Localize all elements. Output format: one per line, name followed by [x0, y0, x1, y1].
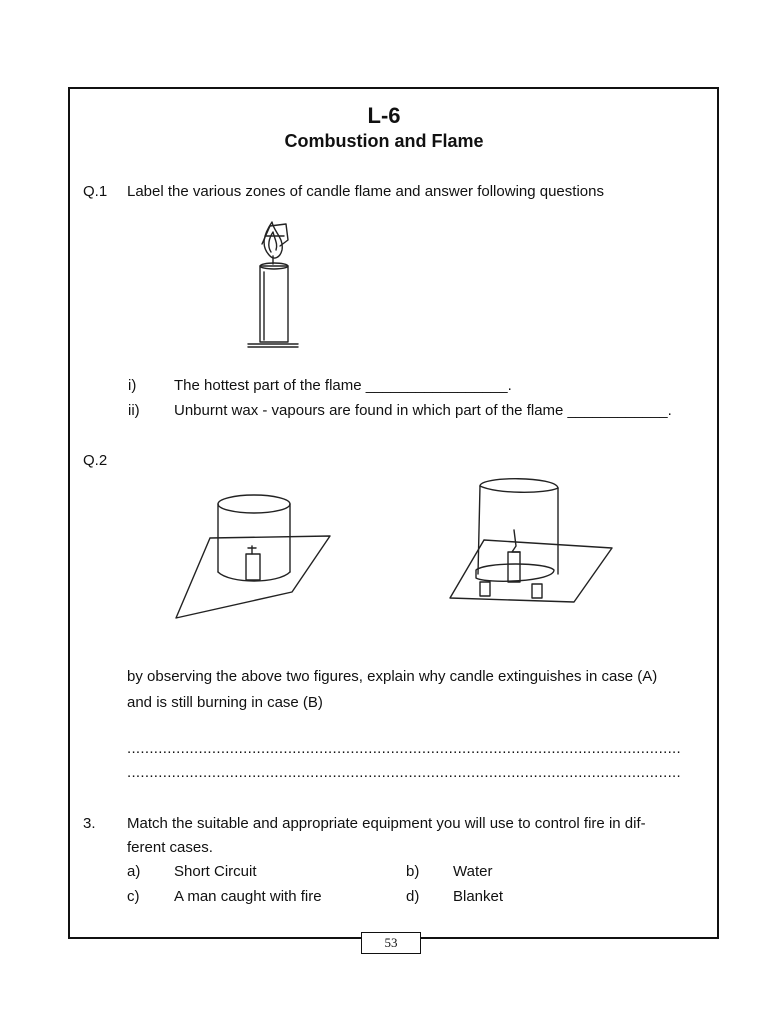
q3-option-a-text: Short Circuit	[174, 863, 257, 880]
q3-text-line1: Match the suitable and appropriate equipment you will use to control fire in dif-	[127, 815, 646, 832]
q3-option-d-text: Blanket	[453, 888, 504, 905]
q2-number: Q.2	[83, 452, 108, 469]
figure-b-raised-candle	[446, 474, 616, 610]
q1-sub-ii-text: Unburnt wax - vapours are found in which part of the flame ____________.	[174, 402, 672, 419]
q3-option-d-label: d)	[406, 888, 420, 905]
q3-option-c-label: c)	[127, 888, 140, 905]
q3-option-b-label: b)	[406, 863, 420, 880]
q2-text-line1: by observing the above two figures, explain why candle extinguishes in case (A)	[127, 668, 658, 685]
q1-sub-i-text: The hottest part of the flame _________________.	[174, 377, 512, 394]
figure-a-covered-candle	[170, 488, 340, 624]
q3-number: 3.	[83, 815, 96, 832]
q2-answer-line-1[interactable]: ............................................................................................................................	[127, 740, 681, 757]
q2-answer-line-2[interactable]: ............................................................................................................................	[127, 764, 681, 781]
q1-sub-ii-label: ii)	[128, 402, 140, 419]
page-number: 53	[361, 932, 421, 954]
page-border	[68, 87, 719, 939]
q1-text: Label the various zones of candle flame and answer following questions	[127, 183, 604, 200]
lesson-code: L-6	[367, 103, 401, 128]
q1-number: Q.1	[83, 183, 108, 200]
lesson-title: Combustion and Flame	[284, 131, 484, 151]
q1-sub-i-label: i)	[128, 377, 137, 394]
q3-option-a-label: a)	[127, 863, 141, 880]
q3-text-line2: ferent cases.	[127, 839, 213, 856]
candle-flame-drawing	[240, 216, 310, 352]
q3-option-c-text: A man caught with fire	[174, 888, 322, 905]
q3-option-b-text: Water	[453, 863, 493, 880]
q2-text-line2: and is still burning in case (B)	[127, 694, 323, 711]
